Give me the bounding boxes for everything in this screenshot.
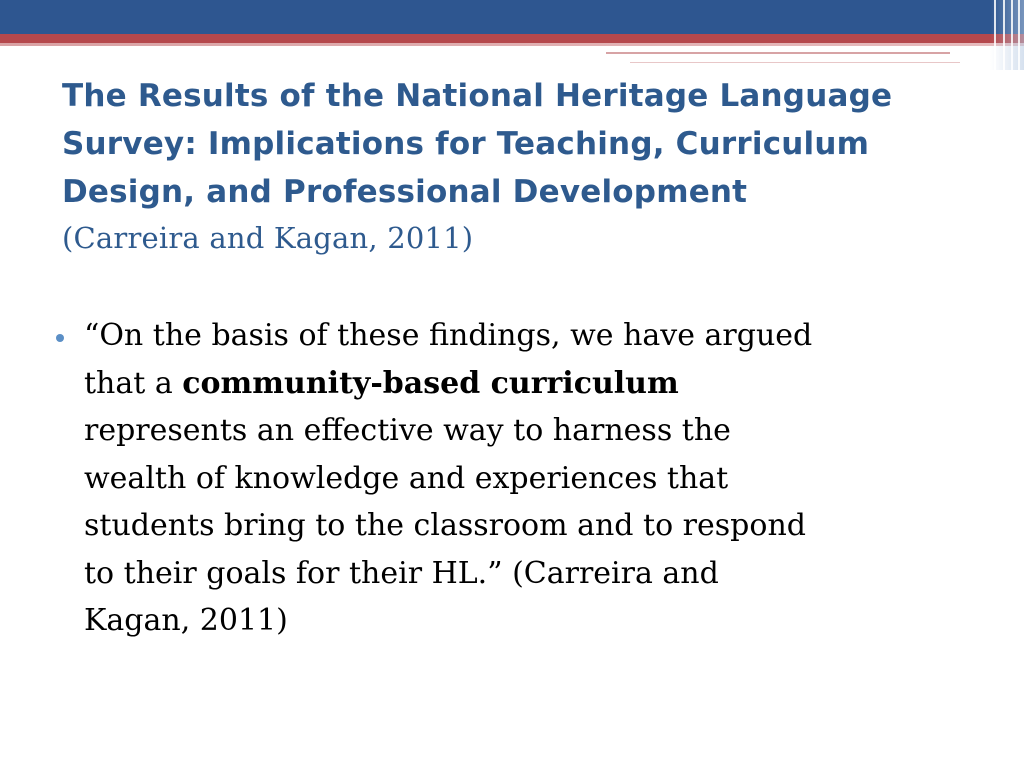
slide-title [62,72,962,260]
quote-emphasis: community-based curriculum [182,365,679,401]
header-band-red [0,34,1024,43]
header-band-blue [0,0,1024,34]
bullet-item [56,312,956,645]
bullet-list [56,312,956,645]
quote-line-2 [84,360,956,408]
title-citation: (Carreira and Kagan, 2011) [62,221,474,255]
decorative-line [606,52,950,54]
quote-line-4: wealth of knowledge and experiences that [84,460,729,496]
title-line-1: The Results of the National Heritage Language [62,78,893,114]
decorative-stripe [1003,0,1005,70]
quote-line-2-prefix: that a [84,365,183,401]
quote-line-1: “On the basis of these findings, we have argued [84,318,813,353]
bullet-dot-icon [56,334,64,342]
quote-text [84,312,956,645]
quote-line-5: students bring to the classroom and to respond [84,508,806,543]
quote-line-6: to their goals for their HL.” (Carreira and [84,555,719,591]
title-line-2: Survey: Implications for Teaching, Curriculum [62,126,870,162]
decorative-stripe [1011,0,1013,70]
decorative-stripe [1018,0,1020,70]
decorative-stripe [994,0,996,70]
quote-line-7: Kagan, 2011) [84,603,288,638]
quote-line-3: represents an effective way to harness the [84,413,731,448]
decorative-line [630,62,960,63]
header-band-fade [0,43,1024,46]
title-line-3: Design, and Professional Development [62,174,748,210]
